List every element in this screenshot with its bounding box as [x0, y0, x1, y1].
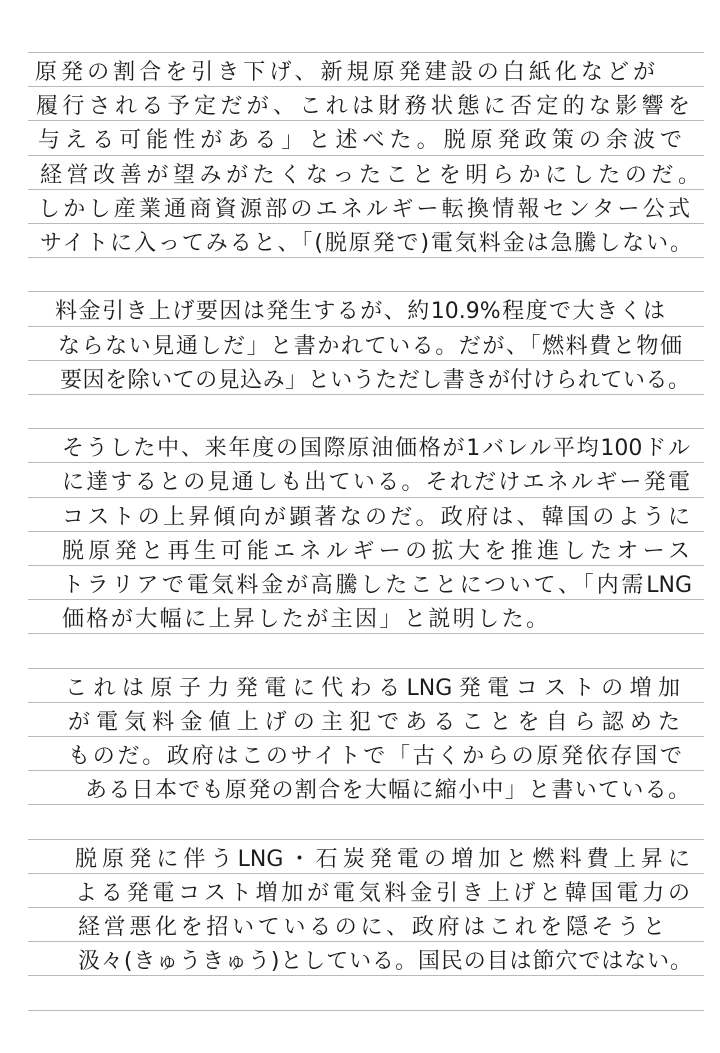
- ruled-line: [28, 52, 704, 53]
- text-line: そうした中、来年度の国際原油価格が1バレル平均100ドル: [62, 436, 690, 461]
- text-line: しかし産業通商資源部のエネルギー転換情報センター公式: [38, 197, 690, 222]
- text-line: に達するとの見通しも出ている。それだけエネルギー発電: [62, 470, 690, 495]
- text-line: が電気料金値上げの主犯であることを自ら認めた: [68, 710, 680, 735]
- ruled-line: [28, 668, 704, 669]
- text-line: 経営改善が望みがたくなったことを明らかにしたのだ。: [40, 163, 700, 188]
- text-line: 価格が大幅に上昇したが主因」と説明した。: [62, 607, 548, 632]
- ruled-line: [28, 428, 704, 429]
- text-line: ならない見通しだ」と書かれている。だが、「燃料費と物価: [58, 334, 682, 359]
- text-line: サイトに入ってみると、「(脱原発で)電気料金は急騰しない。: [40, 231, 692, 256]
- text-line: 脱原発に伴うLNG・石炭発電の増加と燃料費上昇に: [75, 847, 690, 872]
- text-line: 原発の割合を引き下げ、新規原発建設の白紙化などが: [35, 60, 655, 85]
- text-line: 汲々(きゅうきゅう)としている。国民の目は節穴ではない。: [78, 949, 692, 974]
- ruled-line: [28, 291, 704, 292]
- text-line: 経営悪化を招いているのに、政府はこれを隠そうと: [78, 915, 665, 940]
- text-line: これは原子力発電に代わるLNG発電コストの増加: [65, 676, 680, 701]
- text-line: 脱原発と再生可能エネルギーの拡大を推進したオース: [62, 539, 690, 564]
- text-line: 料金引き上げ要因は発生するが、約10.9%程度で大きくは: [55, 299, 665, 324]
- text-line: コストの上昇傾向が顕著なのだ。政府は、韓国のように: [62, 505, 690, 530]
- ruled-line: [28, 1010, 704, 1011]
- text-line: 履行される予定だが、これは財務状態に否定的な影響を: [36, 94, 690, 119]
- ruled-line: [28, 839, 704, 840]
- text-line: 与える可能性がある」と述べた。脱原発政策の余波で: [38, 128, 682, 153]
- text-line: ある日本でも原発の割合を大幅に縮小中」と書いている。: [85, 778, 690, 803]
- text-line: ものだ。政府はこのサイトで「古くからの原発依存国で: [68, 744, 682, 769]
- text-line: よる発電コスト増加が電気料金引き上げと韓国電力の: [75, 881, 690, 906]
- text-line: 要因を除いての見込み」というただし書きが付けられている。: [60, 368, 690, 393]
- text-line: トラリアで電気料金が高騰したことについて、「内需LNG: [62, 573, 692, 598]
